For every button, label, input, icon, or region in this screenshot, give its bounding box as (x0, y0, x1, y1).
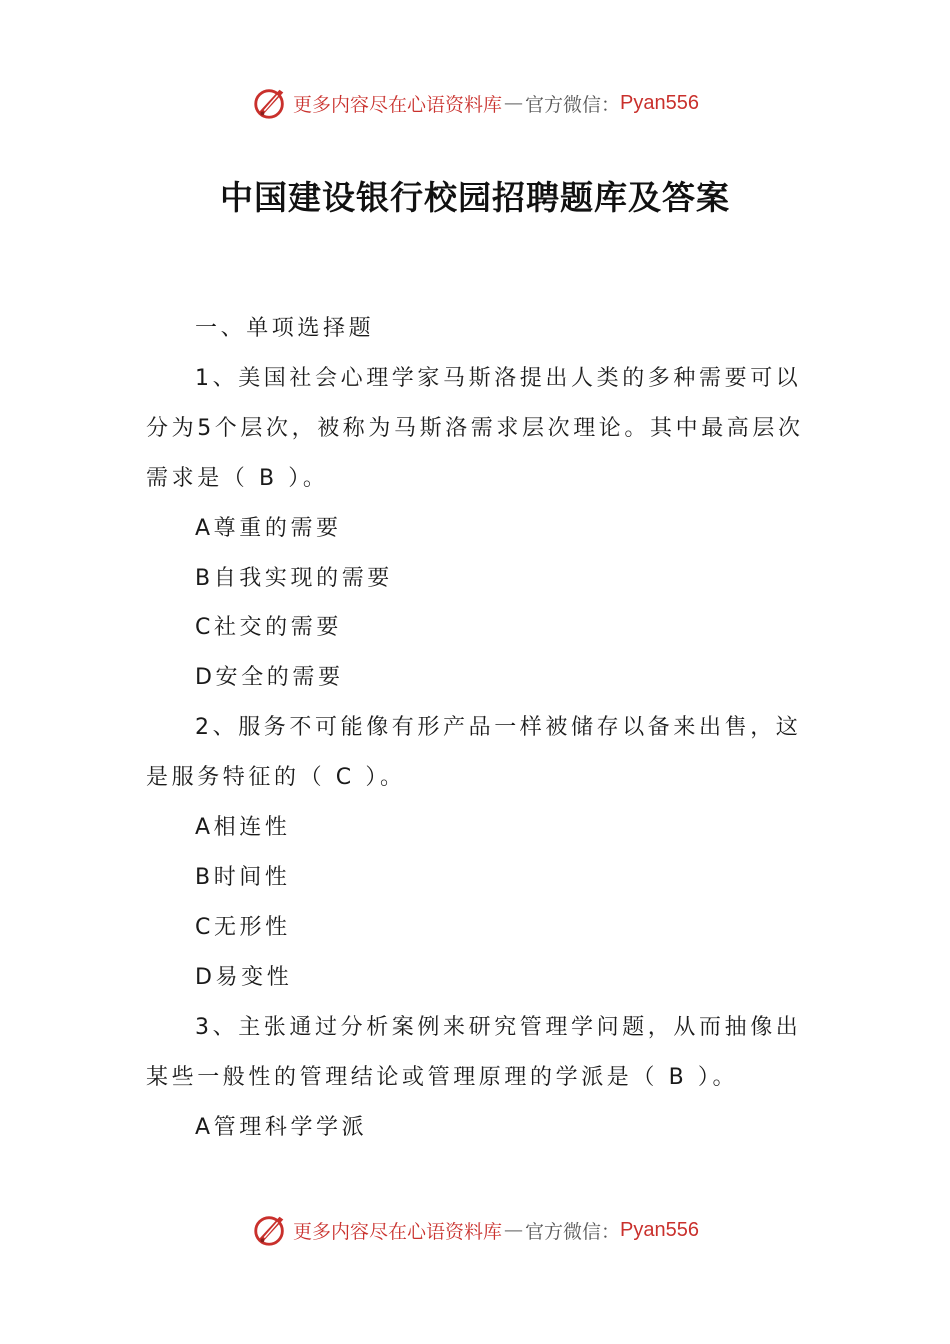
header-banner (0, 83, 950, 123)
question-2-option-c: C无形性 (195, 914, 291, 940)
footer-wechat-id: Pyan556 (620, 1218, 699, 1241)
question-2-option-b: B时间性 (195, 864, 291, 890)
footer-separator: — (504, 1219, 524, 1241)
banner-separator: — (504, 92, 524, 114)
question-1-option-d: D安全的需要 (195, 665, 344, 691)
footer-wechat-label: 官方微信： (525, 1220, 621, 1243)
footer-banner (0, 1210, 950, 1250)
question-2-text: 2、服务不可能像有形产品一样被储存以备来出售，这是服务特征的（ C ）。 (146, 715, 802, 791)
question-3-text: 3、主张通过分析案例来研究管理学问题，从而抽像出某些一般性的管理结论或管理原理的学派是（ B ）。 (146, 1014, 802, 1090)
footer-promo-text: 更多内容尽在心语资料库 (293, 1220, 503, 1243)
question-2-option-d: D易变性 (195, 964, 293, 990)
question-1-option-c: C社交的需要 (195, 615, 342, 641)
section-heading: 一、单项选择题 (195, 316, 375, 341)
question-2-option-a: A相连性 (195, 815, 291, 841)
document-body (146, 304, 806, 1152)
banner-promo-text: 更多内容尽在心语资料库 (293, 93, 503, 116)
banner-wechat-label: 官方微信： (525, 93, 621, 116)
quill-logo-icon (251, 84, 289, 122)
banner-wechat-id: Pyan556 (620, 91, 699, 114)
question-1-option-a: A尊重的需要 (195, 515, 342, 541)
quill-logo-icon (251, 1211, 289, 1249)
question-3-option-a: A管理科学学派 (195, 1114, 368, 1140)
document-title: 中国建设银行校园招聘题库及答案 (220, 178, 730, 217)
question-1-text: 1、美国社会心理学家马斯洛提出人类的多种需要可以分为5个层次，被称为马斯洛需求层次理论。其中最高层次需求是（ B ）。 (146, 365, 804, 491)
question-1-option-b: B自我实现的需要 (195, 565, 393, 591)
